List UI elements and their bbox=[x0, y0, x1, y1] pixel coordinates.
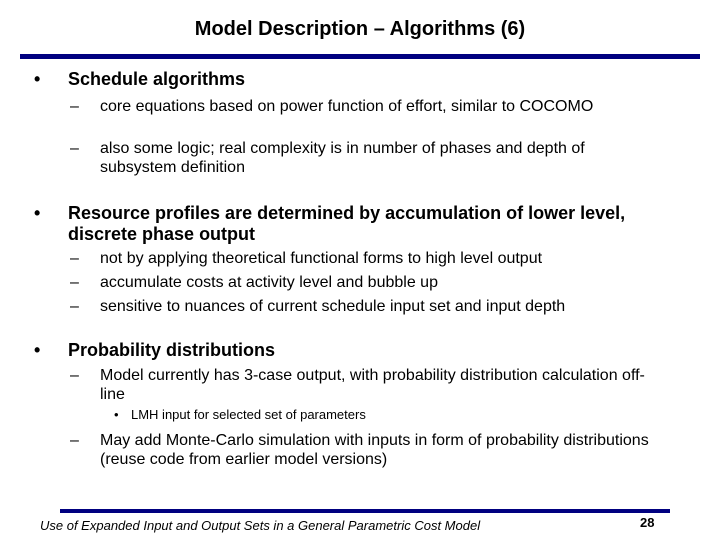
sub-sub-item-text: LMH input for selected set of parameters bbox=[131, 407, 366, 422]
dash-mark: – bbox=[70, 432, 79, 449]
bullet-mark: • bbox=[34, 340, 41, 360]
sub-item-text: core equations based on power function of effort, similar to COCOMO bbox=[100, 98, 594, 115]
dash-mark: – bbox=[70, 98, 79, 115]
sub-item-text: sensitive to nuances of current schedule input set and input depth bbox=[100, 298, 566, 315]
sub-item-text: also some logic; real complexity is in number of phases and depth of subsystem definition bbox=[100, 140, 585, 176]
bullet-text: Resource profiles are determined by accumulation of lower level, discrete phase output bbox=[68, 203, 626, 244]
dash-mark: – bbox=[70, 367, 79, 384]
dash-mark: – bbox=[70, 140, 79, 157]
bullet-mark: • bbox=[34, 203, 41, 223]
page-number: 28 bbox=[640, 515, 655, 530]
sub-item-text: not by applying theoretical functional forms to high level output bbox=[100, 250, 543, 267]
sub-item-text: accumulate costs at activity level and bubble up bbox=[100, 274, 438, 291]
footer-text: Use of Expanded Input and Output Sets in a General Parametric Cost Model bbox=[40, 518, 481, 533]
bullet-mark: • bbox=[34, 69, 41, 89]
footer-divider bbox=[60, 509, 670, 513]
dash-mark: – bbox=[70, 274, 79, 291]
title-divider bbox=[20, 54, 700, 59]
sub-item-text: May add Monte-Carlo simulation with inputs in form of probability distributions (reuse code from earlier model versions) bbox=[100, 432, 649, 468]
bullet-text: Schedule algorithms bbox=[68, 69, 246, 89]
dash-mark: – bbox=[70, 250, 79, 267]
sub-item-text: Model currently has 3-case output, with probability distribution calculation off-line bbox=[100, 367, 645, 403]
slide-title: Model Description – Algorithms (6) bbox=[194, 18, 526, 40]
small-bullet-mark: • bbox=[114, 407, 119, 422]
bullet-text: Probability distributions bbox=[68, 340, 276, 360]
dash-mark: – bbox=[70, 298, 79, 315]
